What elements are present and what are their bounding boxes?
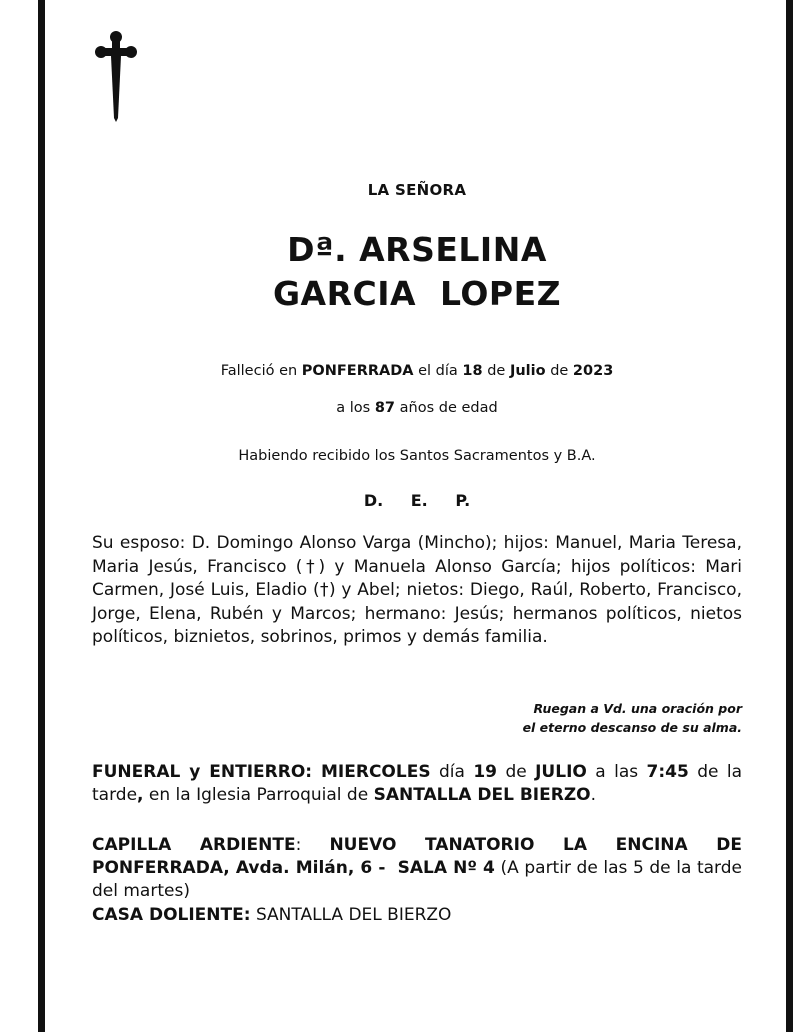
chapel-place: NUEVO TANATORIO LA ENCINA DE PONFERRADA, Avda. Milán, 6 - SALA Nº 4 (92, 835, 748, 878)
cross-icon (92, 28, 142, 124)
funeral-time: 7:45 (646, 762, 689, 782)
mourning-house-value: SANTALLA DEL BIERZO (255, 905, 452, 925)
funeral-place: SANTALLA DEL BIERZO (373, 785, 591, 805)
name-line-1: Dª. ARSELINA (287, 230, 547, 269)
funeral-day: 19 (473, 762, 498, 782)
prayer-request (92, 699, 742, 737)
deceased-name (92, 228, 742, 316)
funeral-paragraph: FUNERAL y ENTIERRO: MIERCOLES día 19 de JULIO a las 7:45 de la tarde, en la Iglesia Parroquial de SANTALLA DEL BIERZO. (92, 762, 743, 805)
chapel-label: CAPILLA ARDIENTE (92, 835, 296, 855)
death-month: Julio (509, 363, 546, 379)
chapel-note: (A partir de las 5 de la tarde del martes) (92, 858, 742, 901)
name-line-2: GARCIA LOPEZ (272, 274, 562, 313)
funeral-month: JULIO (535, 762, 587, 782)
age-line: a los 87 años de edad (336, 400, 498, 416)
mourning-house (92, 904, 742, 927)
dep-line: D. E. P. (363, 491, 471, 510)
death-date-line: Falleció en PONFERRADA el día 18 de Julio de 2023 (220, 363, 614, 379)
mourning-house-label: CASA DOLIENTE: (92, 905, 251, 925)
age-value: 87 (374, 400, 396, 416)
right-border (786, 0, 793, 1032)
death-place: PONFERRADA (301, 363, 414, 379)
prayer-line-1: Ruegan a Vd. una oración por (533, 701, 742, 716)
left-border (38, 0, 45, 1032)
prayer-line-2: el eterno descanso de su alma. (522, 720, 742, 735)
sacraments-line: Habiendo recibido los Santos Sacramentos y B.A. (238, 448, 596, 464)
deceased-title: LA SEÑORA (367, 181, 467, 199)
death-year: 2023 (572, 363, 614, 379)
funeral-label: FUNERAL y ENTIERRO: MIERCOLES (92, 762, 431, 782)
family-paragraph: Su esposo: D. Domingo Alonso Varga (Mincho); hijos: Manuel, Maria Teresa, Maria Jesús, Francisco (†) y Manuela Alonso García; hijos políticos: Mari Carmen, José Luis, Eladio (†) y Abel; nietos: Diego, Raúl, Roberto, Francisco, Jorge, Elena, Rubén y Marcos; hermano: Jesús; hermanos políticos, nietos políticos, biznietos, sobrinos, primos y demás familia. (92, 533, 742, 647)
death-day: 18 (462, 363, 483, 379)
chapel-paragraph: CAPILLA ARDIENTE: NUEVO TANATORIO LA ENCINA DE PONFERRADA, Avda. Milán, 6 - SALA Nº 4 (A partir de las 5 de la tarde del martes) (92, 835, 748, 901)
